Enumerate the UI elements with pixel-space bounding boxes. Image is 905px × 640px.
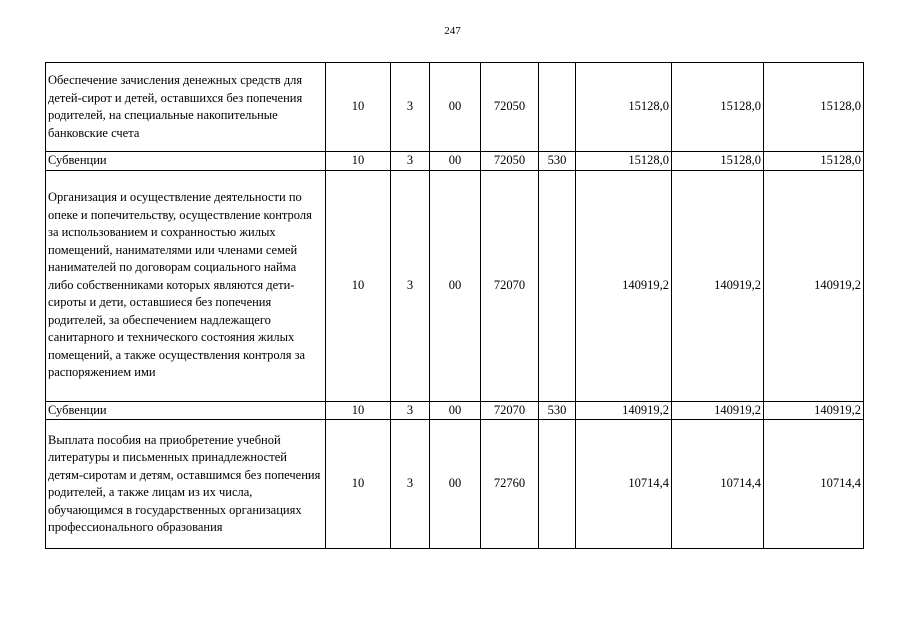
row-name: Субвенции	[46, 152, 326, 171]
row-program: 00	[430, 170, 481, 401]
row-sum-3: 140919,2	[764, 170, 864, 401]
row-subsection: 3	[391, 401, 430, 420]
row-target-code: 72070	[481, 401, 539, 420]
budget-table	[45, 62, 864, 549]
row-section: 10	[326, 170, 391, 401]
row-sum-2: 15128,0	[672, 152, 764, 171]
row-subsection: 3	[391, 152, 430, 171]
row-sum-1: 10714,4	[576, 420, 672, 549]
row-expense-type: 530	[539, 401, 576, 420]
row-name: Выплата пособия на приобретение учебной литературы и письменных принадлежностей детям-сиротам и детям, оставшимся без попечения родителей, а также лицам из их числа, обучающимся в государственных организациях профессионального образования	[46, 420, 326, 549]
row-section: 10	[326, 420, 391, 549]
row-sum-1: 140919,2	[576, 401, 672, 420]
table-row	[46, 170, 864, 401]
row-section: 10	[326, 63, 391, 152]
row-expense-type	[539, 420, 576, 549]
row-name: Организация и осуществление деятельности по опеке и попечительству, осуществление контроля за использованием и сохранностью жилых помещений, нанимателями или членами семей нанимателей по договорам социального найма либо собственниками которых являются дети-сироты и дети, оставшиеся без попечения родителей, за обеспечением надлежащего санитарного и технического состояния жилых помещений, а также осуществления контроля за распоряжением ими	[46, 170, 326, 401]
row-sum-3: 140919,2	[764, 401, 864, 420]
row-subsection: 3	[391, 420, 430, 549]
row-sum-1: 15128,0	[576, 152, 672, 171]
table-row	[46, 63, 864, 152]
row-expense-type	[539, 63, 576, 152]
row-sum-2: 15128,0	[672, 63, 764, 152]
row-subsection: 3	[391, 63, 430, 152]
row-subsection: 3	[391, 170, 430, 401]
row-sum-3: 10714,4	[764, 420, 864, 549]
row-sum-3: 15128,0	[764, 63, 864, 152]
row-target-code: 72050	[481, 63, 539, 152]
table-row	[46, 401, 864, 420]
row-sum-1: 140919,2	[576, 170, 672, 401]
row-program: 00	[430, 152, 481, 171]
row-name: Обеспечение зачисления денежных средств для детей-сирот и детей, оставшихся без попечения родителей, на специальные накопительные банковские счета	[46, 63, 326, 152]
page-number: 247	[444, 25, 461, 37]
row-expense-type: 530	[539, 152, 576, 171]
table-row	[46, 420, 864, 549]
row-expense-type	[539, 170, 576, 401]
row-program: 00	[430, 63, 481, 152]
row-section: 10	[326, 152, 391, 171]
row-section: 10	[326, 401, 391, 420]
row-name: Субвенции	[46, 401, 326, 420]
row-target-code: 72050	[481, 152, 539, 171]
row-program: 00	[430, 401, 481, 420]
row-sum-2: 10714,4	[672, 420, 764, 549]
row-sum-3: 15128,0	[764, 152, 864, 171]
row-target-code: 72760	[481, 420, 539, 549]
row-sum-2: 140919,2	[672, 170, 764, 401]
table-row	[46, 152, 864, 171]
row-program: 00	[430, 420, 481, 549]
row-target-code: 72070	[481, 170, 539, 401]
row-sum-1: 15128,0	[576, 63, 672, 152]
row-sum-2: 140919,2	[672, 401, 764, 420]
